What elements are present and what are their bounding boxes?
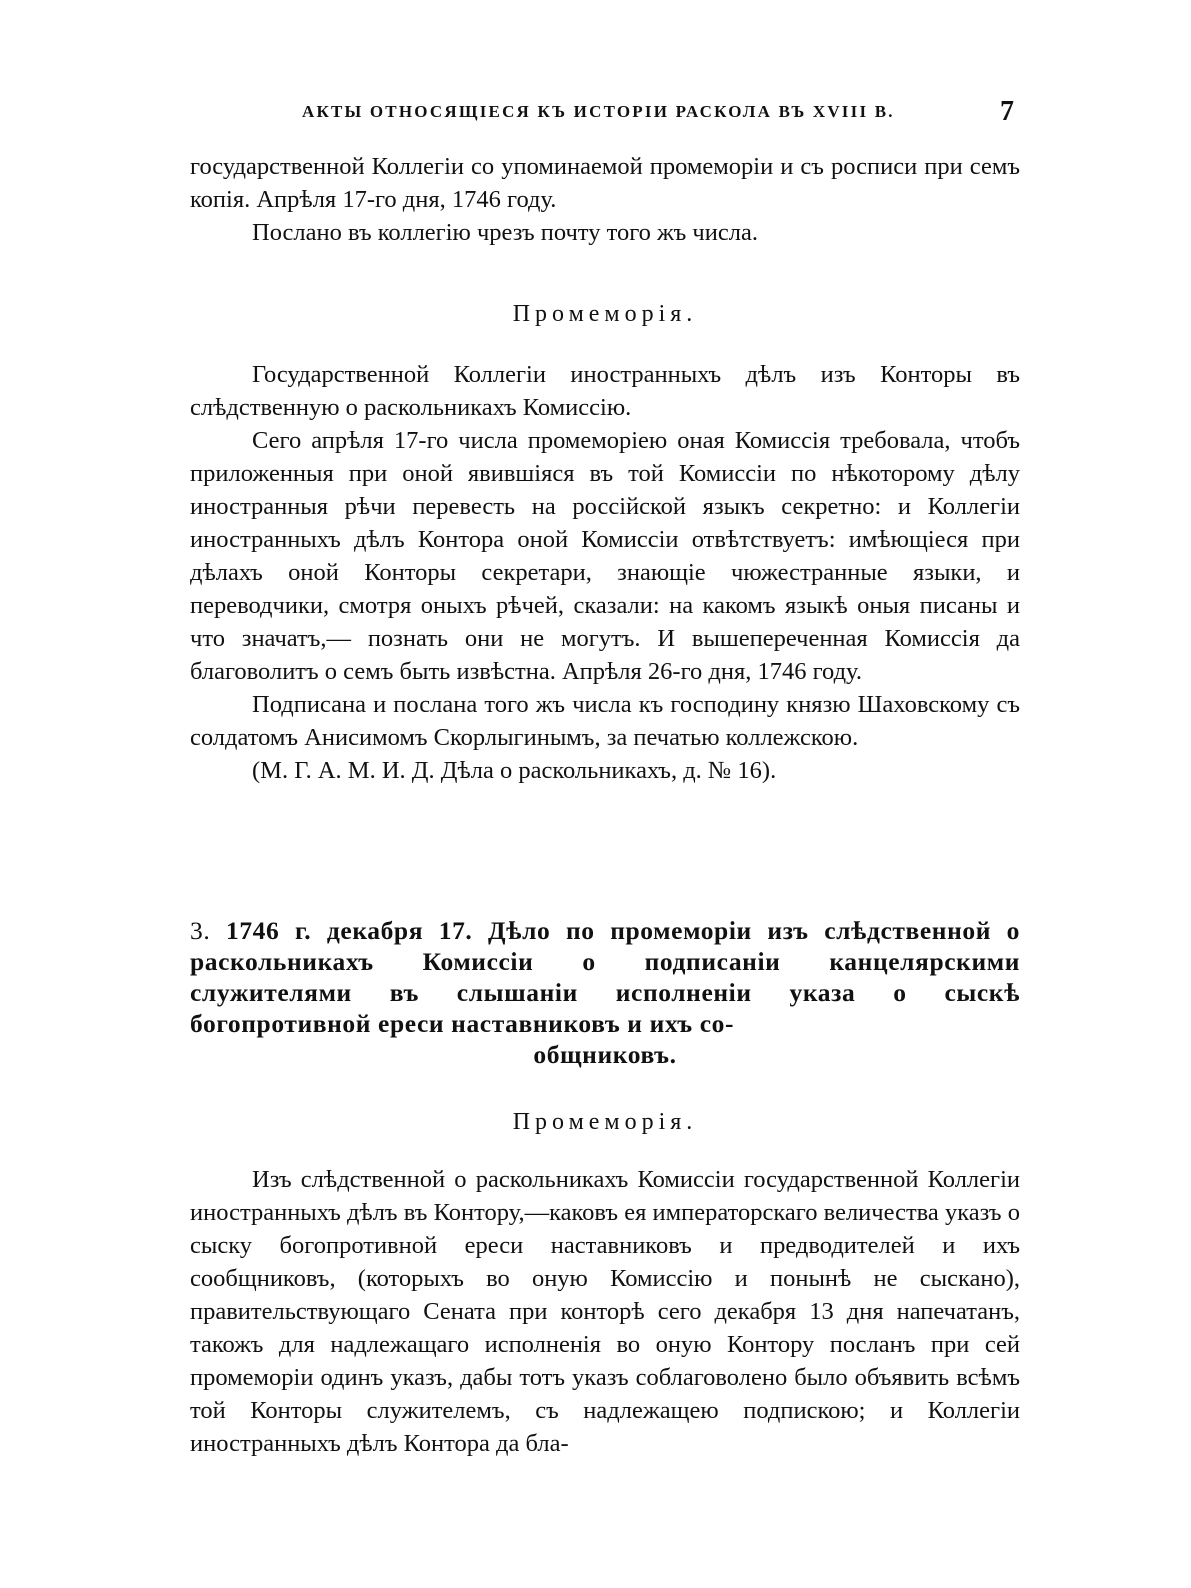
- paragraph-signed: Подписана и послана того жъ числа къ господину князю Шаховскому съ солдатомъ Анисимомъ Скорлыгинымъ, за печатью коллежскою.: [190, 691, 1020, 751]
- page-number: 7: [1000, 96, 1014, 127]
- memorandum-heading-2: Промеморія.: [512, 1109, 698, 1135]
- document-title-main: 1746 г. декабря 17. Дѣло по промеморіи изъ слѣдственной о раскольникахъ Комиссіи о подписаніи канцелярскими служителями въ слышаніи исполненіи указа о сыскѣ богопротивной ереси наставниковъ и ихъ со-: [190, 916, 1020, 1038]
- paragraph-address: Государственной Коллегіи иностранныхъ дѣлъ изъ Конторы въ слѣдственную о раскольникахъ Комиссію.: [190, 361, 1020, 421]
- section-1-heading-block: [190, 298, 1020, 331]
- paragraph-section-2-body: Изъ слѣдственной о раскольникахъ Комиссіи государственной Коллегіи иностранныхъ дѣлъ въ Контору,—каковъ ея императорскаго величества указъ о сыску богопротивной ереси наставниковъ и предводителей и ихъ сообщниковъ, (которыхъ во оную Комиссію и понынѣ не сыскано), правительствующаго Сената при конторѣ сего декабря 13 дня напечатанъ, такожъ для надлежащаго исполненія во оную Контору посланъ при сей промеморіи одинъ указъ, дабы тотъ указъ соблаговолено было объявить всѣмъ той Конторы служителемъ, съ надлежащею подпискою; и Коллегіи иностранныхъ дѣлъ Контора да бла-: [190, 1166, 1020, 1457]
- running-head: АКТЫ ОТНОСЯЩІЕСЯ КЪ ИСТОРІИ РАСКОЛА ВЪ XVIII В.: [302, 102, 895, 121]
- document-title-last: общниковъ.: [533, 1040, 677, 1069]
- page-header: [0, 96, 1191, 136]
- section-1-top: [190, 150, 1020, 249]
- section-2-title-block: [190, 915, 1020, 1070]
- paragraph-intro: государственной Коллегіи со упоминаемой промеморіи и съ росписи при семъ копія. Апрѣля 17-го дня, 1746 году.: [190, 153, 1020, 213]
- document-title: [190, 915, 1020, 1070]
- paragraph-sent-note: Послано въ коллегію чрезъ почту того жъ числа.: [252, 219, 758, 246]
- memorandum-heading-1: Промеморія.: [512, 301, 698, 327]
- paragraph-body: Сего апрѣля 17-го числа промеморіею оная Комиссія требовала, чтобъ приложенныя при оной явившіяся въ той Комиссіи по нѣкоторому дѣлу иностранныя рѣчи перевесть на россійской языкъ секретно: и Коллегіи иностранныхъ дѣлъ Контора оной Комиссіи отвѣтствуетъ: имѣющіеся при дѣлахъ оной Конторы секретари, знающіе чюжестранные языки, и переводчики, смотря оныхъ рѣчей, сказали: на какомъ языкѣ оныя писаны и что значатъ,— познать они не могутъ. И вышепереченная Комиссія да благоволитъ о семъ быть извѣстна. Апрѣля 26-го дня, 1746 году.: [190, 427, 1020, 685]
- document-number: 3.: [190, 916, 211, 945]
- section-1-body: [190, 358, 1020, 787]
- section-2-heading-block: [190, 1106, 1020, 1139]
- archive-citation: (М. Г. А. М. И. Д. Дѣла о раскольникахъ, д. № 16).: [252, 757, 777, 784]
- section-2-body: [190, 1163, 1020, 1460]
